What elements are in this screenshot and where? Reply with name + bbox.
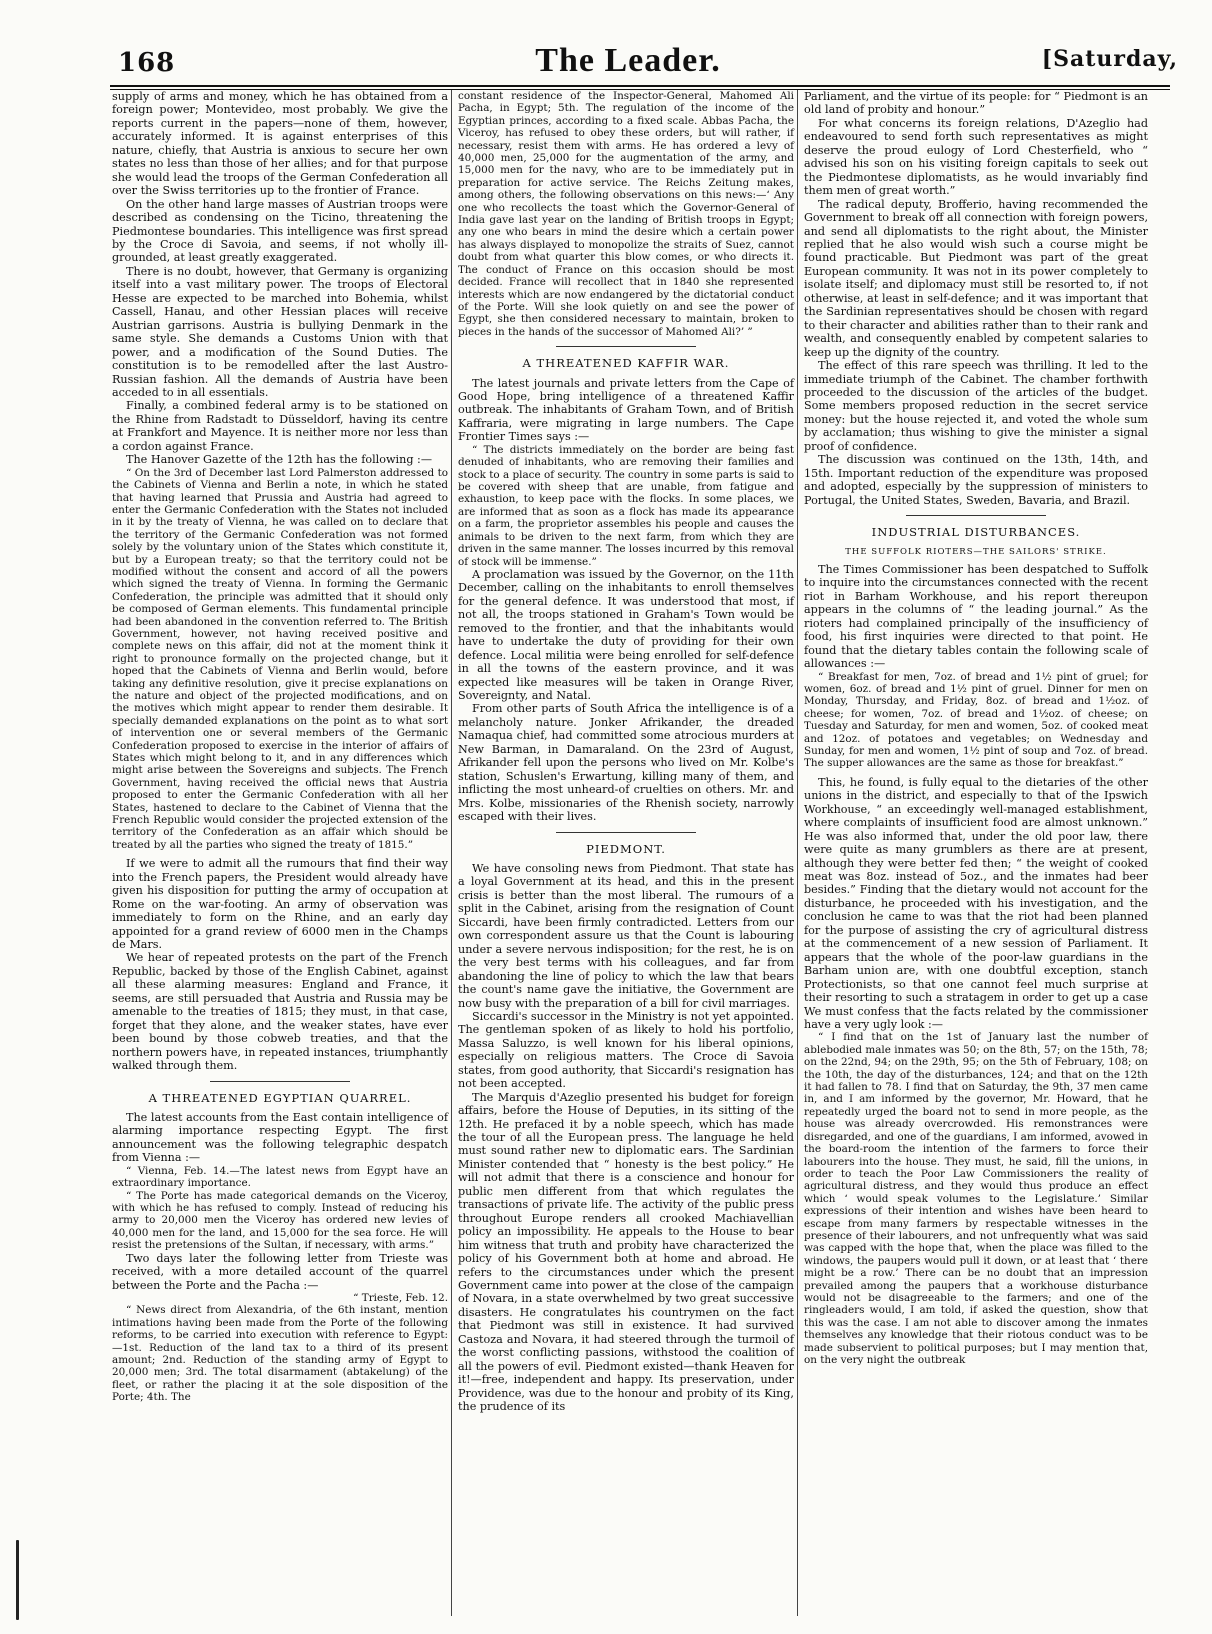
paragraph: The Marquis d'Azeglio presented his budget for foreign affairs, before the House of Deputies, in its sitting of the 12th. He prefaced it by a noble speech, which has made the tour of all the European press. The language he held must sound rather new to diplomatic ears. The Sardinian Minister contended that “ honesty is the best policy.” He will not admit that there is a conscience and honour for public men different from that which regulates the transactions of private life. The activity of the public press throughout Europe renders all crooked Machiavellian policy an impossibility. He appeals to the House to bear him witness that truth and probity have characterized the policy of his Government both at home and abroad. He refers to the circumstances under which the present Government came into power at the close of the campaign of Novara, in a state overwhelmed by two great successive disasters. He congratulates his countrymen on the fact that Piedmont was still in existence. It had survived Castoza and Novara, it had steered through the turmoil of the worst conflicting passions, withstood the coalition of all the powers of evil. Piedmont existed—thank Heaven for it!—free, independent and happy. Its preservation, under Providence, was due to the honour and probity of its King, the prudence of its xyxy=(458,1090,794,1414)
section-divider xyxy=(556,832,696,833)
paragraph: Finally, a combined federal army is to be stationed on the Rhine from Radstadt to Düsseldorf, having its centre at Frankfort and Mayence. It is neither more nor less than a cordon against France. xyxy=(112,399,448,453)
quoted-paragraph: constant residence of the Inspector-General, Mahomed Ali Pacha, in Egypt; 5th. The regulation of the income of the Egyptian princes, according to a fixed scale. Abbas Pacha, the Viceroy, has refused to obey these orders, but will rather, if necessary, resist them with arms. He has ordered a levy of 40,000 men, 25,000 for the augmentation of the army, and 15,000 men for the navy, who are to be immediately put in preparation for active service. The Reichs Zeitung makes, among others, the following observations on this news:—‘ Any one who recollects the toast which the Governor-General of India gave last year on the landing of British troops in Egypt; any one who bears in mind the desire which a certain power has always displayed to monopolize the straits of Suez, cannot doubt from what quarter this blow comes, or who directs it. The conduct of France on this occasion should be most decided. France will recollect that in 1840 she represented interests which are now endangered by the dictatorial conduct of the Porte. Will she look quietly on and see the power of Egypt, she then considered necessary to maintain, broken to pieces in the hands of the successor of Mahomed Ali?’ ” xyxy=(458,90,794,338)
paragraph: The Hanover Gazette of the 12th has the following :— xyxy=(126,453,433,467)
section-heading: A THREATENED KAFFIR WAR. xyxy=(522,356,730,371)
paragraph: The latest accounts from the East contain intelligence of alarming importance respecting Egypt. The first announcement was the following telegraphic despatch from Vienna :— xyxy=(112,1110,448,1165)
quoted-paragraph: “ I find that on the 1st of January last the number of ablebodied male inmates was 50; on the 8th, 57; on the 15th, 78; on the 22nd, 94; on the 29th, 95; on the 5th of February, 108; on the 10th, the day of the disturbances, 124; and that on the 12th it had fallen to 78. I find that on Saturday, the 9th, 37 men came in, and I am informed by the governor, Mr. Howard, that he repeatedly urged the board not to send in more people, as the house was already overcrowded. His remonstrances were disregarded, and one of the guardians, I am informed, avowed in the board-room the intention of the farmers to force their labourers into the house. They must, he said, fill the unions, in order to teach the Poor Law Commissioners the reality of agricultural distress, and they would thus produce an effect which ‘ would speak volumes to the Legislature.’ Similar expressions of their intention and wishes have been heard to escape from many farmers by respectable witnesses in the presence of their labourers, and not unfrequently what was said was capped with the hope that, when the place was filled to the windows, the paupers would pull it down, or at least that ‘ there might be a row.’ There can be no doubt that an impression prevailed among the paupers that a workhouse disturbance would not be disagreeable to the farmers; and one of the ringleaders would, I am told, if asked the question, show that this was the case. I am not able to discover among the inmates themselves any knowledge that their riotous conduct was to be made subservient to political purposes; but I may mention that, on the very night the outbreak xyxy=(804,1031,1148,1366)
page-header xyxy=(88,40,1178,88)
section-heading: INDUSTRIAL DISTURBANCES. xyxy=(871,525,1081,540)
section-divider xyxy=(556,346,696,347)
paragraph: If we were to admit all the rumours that find their way into the French papers, the President would already have given his disposition for putting the army of occupation at Rome on the war-footing. An army of observation was immediately to form on the Rhine, and an early day appointed for a grand review of 6000 men in the Champs de Mars. xyxy=(112,857,448,951)
column-3 xyxy=(804,90,1148,1366)
quoted-paragraph: “ News direct from Alexandria, of the 6th instant, mention intimations having been made from the Porte of the following reforms, to be carried into execution with reference to Egypt:—1st. Reduction of the land tax to a third of its present amount; 2nd. Reduction of the standing army of Egypt to 20,000 men; 3rd. The total disarmament (abtakelung) of the fleet, or rather the placing it at the sole disposition of the Porte; 4th. The xyxy=(112,1304,448,1404)
section-subheading: THE SUFFOLK RIOTERS—THE SAILORS' STRIKE. xyxy=(845,546,1107,557)
quote-dateline: “ Trieste, Feb. 12. xyxy=(353,1292,448,1304)
paragraph: We have consoling news from Piedmont. That state has a loyal Government at its head, and this in the present crisis is better than the most liberal. The rumours of a split in the Cabinet, arising from the resignation of Count Siccardi, have been firmly contradicted. Letters from our own correspondent assure us that the Count is labouring under a severe nervous indisposition; for the rest, he is on the very best terms with his colleagues, and far from abandoning the line of policy to which the law that bears the count's name gave the initiative, the Government are now busy with the preparation of a bill for civil marriages. xyxy=(458,861,794,1010)
margin-pencil-mark xyxy=(16,1540,19,1620)
column-1 xyxy=(112,90,448,1404)
section-divider xyxy=(906,515,1046,516)
paragraph: The radical deputy, Brofferio, having recommended the Government to break off all connection with foreign powers, and send all diplomatists to the right about, the Minister replied that he also would wish such a course might be found practicable. But Piedmont was part of the great European community. It was not in its power completely to isolate itself; and diplomacy must still be resorted to, if not otherwise, at least in self-defence; and it was important that the Sardinian representatives should be chosen with regard to their character and abilities rather than to their rank and wealth, and consequently enabled by competent salaries to keep up the dignity of the country. xyxy=(804,197,1148,359)
paragraph: The discussion was continued on the 13th, 14th, and 15th. Important reduction of the expenditure was proposed and adopted, especially by the suppression of ministers to Portugal, the United States, Sweden, Bavaria, and Brazil. xyxy=(804,453,1148,507)
quoted-paragraph: “ The Porte has made categorical demands on the Viceroy, with which he has refused to comply. Instead of reducing his army to 20,000 men the Viceroy has ordered new levies of 40,000 men for the land, and 15,000 for the sea force. He will resist the pretensions of the Sultan, if necessary, with arms.” xyxy=(112,1189,448,1252)
column-2 xyxy=(458,90,794,1414)
section-heading: A THREATENED EGYPTIAN QUARREL. xyxy=(148,1090,412,1105)
paragraph: From other parts of South Africa the intelligence is of a melancholy nature. Jonker Afrikander, the dreaded Namaqua chief, had committed some atrocious murders at New Barman, in Damaraland. On the 23rd of August, Afrikander fell upon the persons who lived on Mr. Kolbe's station, Schuslen's Erwartung, killing many of them, and inflicting the most unheard-of cruelties on others. Mr. and Mrs. Kolbe, missionaries of the Rhenish society, narrowly escaped with their lives. xyxy=(458,702,794,824)
paragraph: The Times Commissioner has been despatched to Suffolk to inquire into the circumstances connected with the recent riot in Barham Workhouse, and his report thereupon appears in the columns of “ the leading journal.” As the rioters had complained principally of the insufficiency of food, his first inquiries were directed to that point. He found that the dietary tables contain the following scale of allowances :— xyxy=(804,562,1148,671)
paragraph: Two days later the following letter from Trieste was received, with a more detailed account of the quarrel between the Porte and the Pacha :— xyxy=(112,1251,448,1292)
quoted-paragraph: “ Breakfast for men, 7oz. of bread and 1½ pint of gruel; for women, 6oz. of bread and 1½ pint of gruel. Dinner for men on Monday, Thursday, and Friday, 8oz. of bread and 1½oz. of cheese; for women, 7oz. of bread and 1½oz. of cheese; on Tuesday and Saturday, for men and women, 5oz. of cooked meat and 12oz. of potatoes and vegetables; on Wednesday and Sunday, for men and women, 1½ pint of soup and 7oz. of bread. The supper allowances are the same as those for breakfast.” xyxy=(804,670,1148,770)
paragraph: On the other hand large masses of Austrian troops were described as condensing on the Ticino, threatening the Piedmontese boundaries. This intelligence was first spread by the Croce di Savoia, and seems, if not wholly ill-grounded, at least greatly exaggerated. xyxy=(112,197,448,265)
paragraph: For what concerns its foreign relations, D'Azeglio had endeavoured to send forth such representatives as might deserve the proud eulogy of Lord Chesterfield, who “ advised his son on his visiting foreign capitals to seek out the Piedmontese diplomatists, as he would invariably find them men of great worth.” xyxy=(804,116,1148,198)
header-rule xyxy=(110,85,1170,87)
paragraph: This, he found, is fully equal to the dietaries of the other unions in the district, and especially to that of the Ipswich Workhouse, “ an exceedingly well-managed establishment, where complaints of insufficient food are almost unknown.” He was also informed that, under the old poor law, there were quite as many grumblers as there are at present, although they were better fed then; “ the weight of cooked meat was 8oz. instead of 5oz., and the inmates had beer besides.” Finding that the dietary would not account for the disturbance, he proceeded with his investigation, and the conclusion he came to was that the riot had been planned for the purpose of assisting the cry of agricultural distress at the commencement of a new session of Parliament. It appears that the whole of the poor-law guardians in the Barham union are, with one doubtful exception, stanch Protectionists, so that one cannot feel much surprise at their resorting to such a stratagem in order to get up a case We must confess that the facts related by the commissioner have a very ugly look :— xyxy=(804,775,1148,1031)
dateline: [Saturday, xyxy=(1041,46,1178,72)
quoted-paragraph: “ The districts immediately on the border are being fast denuded of inhabitants, who are removing their families and stock to a place of security. The country in some parts is said to be covered with sheep that are unable, from fatigue and exhaustion, to keep pace with the flocks. In some places, we are informed that as soon as a flock has made its appearance on a farm, the proprietor assembles his people and causes the animals to be driven to the next farm, from which they are driven in the same manner. The losses incurred by this removal of stock will be immense.” xyxy=(458,443,794,568)
paragraph: The effect of this rare speech was thrilling. It led to the immediate triumph of the Cabinet. The chamber forthwith proceeded to the discussion of the articles of the budget. Some members proposed reduction in the secret service money: but the house rejected it, and voted the whole sum by acclamation; thus wishing to give the minister a signal proof of confidence. xyxy=(804,359,1148,453)
quoted-paragraph: “ Vienna, Feb. 14.—The latest news from Egypt have an extraordinary importance. xyxy=(112,1164,448,1190)
masthead-title: The Leader. xyxy=(535,42,721,79)
paragraph: We hear of repeated protests on the part of the French Republic, backed by those of the English Cabinet, against all these alarming measures: England and France, it seems, are still persuaded that Austria and Russia may be amenable to the treaties of 1815; they must, in that case, forget that they alone, and the weaker states, have ever been bound by those cobweb treaties, and that the northern powers have, in repeated instances, triumphantly walked through them. xyxy=(112,951,448,1073)
paragraph: Parliament, and the virtue of its people: for “ Piedmont is an old land of probity and honour.” xyxy=(804,90,1148,117)
paragraph: A proclamation was issued by the Governor, on the 11th December, calling on the inhabitants to enroll themselves for the general defence. It was understood that most, if not all, the troops stationed in Graham's Town would be removed to the frontier, and that the inhabitants would have to undertake the duty of providing for their own defence. Local militia were being enrolled for self-defence in all the towns of the eastern province, and it was expected like measures will be taken in Orange River, Sovereignty, and Natal. xyxy=(458,567,794,702)
column-divider xyxy=(797,90,798,1616)
section-divider xyxy=(210,1081,350,1082)
paragraph: supply of arms and money, which he has obtained from a foreign power; Montevideo, most probably. We give the reports current in the papers—none of them, however, accurately informed. It is against enterprises of this nature, chiefly, that Austria is anxious to secure her own states no less than those of her allies; and for that purpose she would lead the troops of the German Confederation all over the Swiss territories up to the frontier of France. xyxy=(112,90,448,198)
paragraph: Siccardi's successor in the Ministry is not yet appointed. The gentleman spoken of as likely to hold his portfolio, Massa Saluzzo, is well known for his liberal opinions, especially on religious matters. The Croce di Savoia states, from good authority, that Siccardi's resignation has not been accepted. xyxy=(458,1009,794,1091)
paragraph: The latest journals and private letters from the Cape of Good Hope, bring intelligence of a threatened Kaffir outbreak. The inhabitants of Graham Town, and of British Kaffraria, were migrating in large numbers. The Cape Frontier Times says :— xyxy=(458,376,794,444)
page-number: 168 xyxy=(118,48,176,78)
paragraph: There is no doubt, however, that Germany is organizing itself into a vast military power. The troops of Electoral Hesse are expected to be marched into Bohemia, whilst Cassell, Hanau, and other Hessian places will receive Austrian garrisons. Austria is bullying Denmark in the same style. She demands a Customs Union with that power, and a modification of the Sound Duties. The constitution is to be remodelled after the last Austro-Russian fashion. All the demands of Austria have been acceded to in all essentials. xyxy=(112,264,448,399)
section-heading: PIEDMONT. xyxy=(586,841,666,856)
quoted-paragraph: “ On the 3rd of December last Lord Palmerston addressed to the Cabinets of Vienna and Berlin a note, in which he stated that having learned that Prussia and Austria had agreed to enter the Germanic Confederation with the States not included in it by the treaty of Vienna, he was called on to declare that the territory of the Germanic Confederation was not formed solely by the voluntary union of the States which constitute it, but by a European treaty; so that the territory could not be modified without the consent and accord of all the powers which signed the treaty of Vienna. In forming the Germanic Confederation, the principle was admitted that it should only be composed of German elements. This fundamental principle had been abandoned in the convention referred to. The British Government, however, not having received positive and complete news on this affair, did not at the moment think it right to pronounce formally on the projected change, but it hoped that the Cabinets of Vienna and Berlin would, before taking any definitive resolution, give it precise explanations on the nature and object of the projected modifications, and on the motives which might appear to render them desirable. It specially demanded explanations on the point as to what sort of intervention one or several members of the Germanic Confederation proposed to exercise in the interior of affairs of States which might belong to it, and in any differences which might arise between the Sovereigns and subjects. The French Government, having received the official news that Austria proposed to enter the Germanic Confederation with all her States, hastened to declare to the Cabinet of Vienna that the French Republic would consider the projected extension of the territory of the Confederation as an affair which should be treated by all the parties who signed the treaty of 1815.” xyxy=(112,466,448,851)
column-divider xyxy=(451,90,452,1616)
